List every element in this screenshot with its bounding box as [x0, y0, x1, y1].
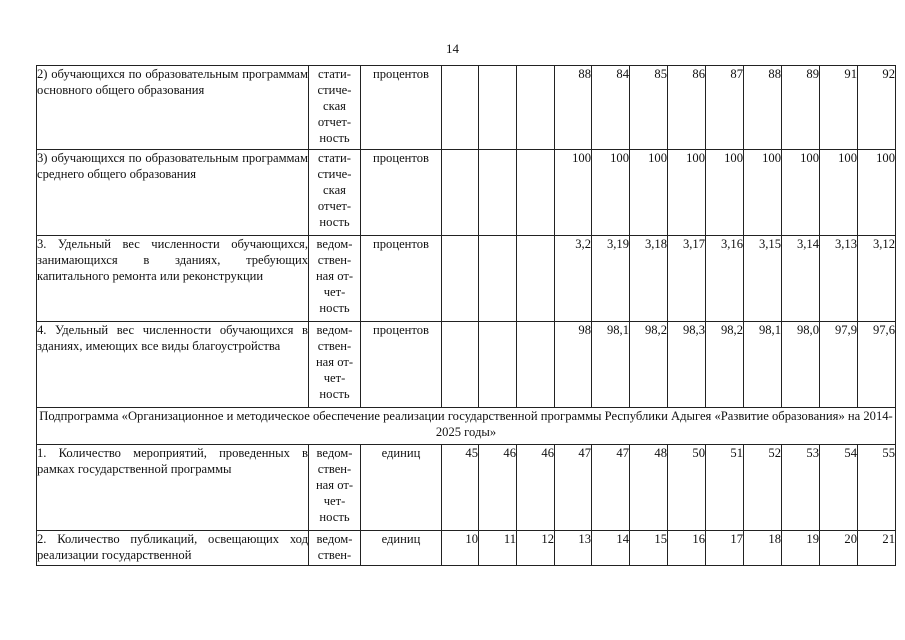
- value-cell: 3,17: [668, 236, 706, 322]
- value-cell: 10: [442, 531, 479, 566]
- subprogram-header-row: [37, 408, 896, 445]
- table-row: [37, 150, 896, 236]
- unit-cell: единиц: [361, 445, 442, 531]
- value-cell: 91: [820, 66, 858, 150]
- value-cell: 100: [592, 150, 630, 236]
- value-cell: [479, 66, 517, 150]
- table-row: [37, 445, 896, 531]
- value-cell: [479, 236, 517, 322]
- value-cell: 98,2: [630, 322, 668, 408]
- value-cell: 100: [744, 150, 782, 236]
- table-row: [37, 236, 896, 322]
- value-cell: [517, 236, 555, 322]
- value-cell: 98,3: [668, 322, 706, 408]
- value-cell: 11: [479, 531, 517, 566]
- value-cell: [479, 322, 517, 408]
- value-cell: 47: [592, 445, 630, 531]
- unit-cell: процентов: [361, 150, 442, 236]
- value-cell: [442, 236, 479, 322]
- value-cell: 3,18: [630, 236, 668, 322]
- value-cell: 45: [442, 445, 479, 531]
- value-cell: 98,2: [706, 322, 744, 408]
- value-cell: 100: [668, 150, 706, 236]
- source-cell: ведом- ствен- ная от- чет- ность: [309, 322, 361, 408]
- value-cell: 98,1: [592, 322, 630, 408]
- value-cell: 47: [555, 445, 592, 531]
- indicator-cell: 2) обучающихся по образовательным программам основного общего образования: [37, 66, 309, 150]
- value-cell: 3,16: [706, 236, 744, 322]
- subprogram-title: Подпрограмма «Организационное и методическое обеспечение реализации государственной программы Республики Адыгея «Развитие образования» на 2014-2025 годы»: [37, 408, 896, 445]
- value-cell: 86: [668, 66, 706, 150]
- value-cell: 53: [782, 445, 820, 531]
- value-cell: 18: [744, 531, 782, 566]
- unit-cell: процентов: [361, 236, 442, 322]
- table-row: [37, 531, 896, 566]
- value-cell: 46: [517, 445, 555, 531]
- value-cell: 21: [858, 531, 896, 566]
- value-cell: 12: [517, 531, 555, 566]
- source-cell: ведом- ствен- ная от- чет- ность: [309, 445, 361, 531]
- value-cell: 100: [706, 150, 744, 236]
- indicators-table: [36, 65, 896, 566]
- value-cell: 3,14: [782, 236, 820, 322]
- value-cell: 88: [744, 66, 782, 150]
- value-cell: 97,6: [858, 322, 896, 408]
- indicator-cell: 4. Удельный вес численности обучающихся в зданиях, имеющих все виды благоустройства: [37, 322, 309, 408]
- value-cell: 3,12: [858, 236, 896, 322]
- value-cell: 19: [782, 531, 820, 566]
- value-cell: 13: [555, 531, 592, 566]
- value-cell: 97,9: [820, 322, 858, 408]
- value-cell: 100: [858, 150, 896, 236]
- value-cell: [517, 322, 555, 408]
- value-cell: 46: [479, 445, 517, 531]
- unit-cell: единиц: [361, 531, 442, 566]
- value-cell: 3,2: [555, 236, 592, 322]
- value-cell: [517, 66, 555, 150]
- value-cell: 100: [555, 150, 592, 236]
- unit-cell: процентов: [361, 66, 442, 150]
- value-cell: [442, 150, 479, 236]
- source-cell: стати- стиче- ская отчет- ность: [309, 150, 361, 236]
- value-cell: 15: [630, 531, 668, 566]
- value-cell: 20: [820, 531, 858, 566]
- source-cell: ведом- ствен-: [309, 531, 361, 566]
- value-cell: 89: [782, 66, 820, 150]
- value-cell: 100: [782, 150, 820, 236]
- value-cell: 17: [706, 531, 744, 566]
- value-cell: 52: [744, 445, 782, 531]
- source-cell: ведом- ствен- ная от- чет- ность: [309, 236, 361, 322]
- value-cell: 87: [706, 66, 744, 150]
- value-cell: 55: [858, 445, 896, 531]
- indicator-cell: 1. Количество мероприятий, проведенных в рамках государственной программы: [37, 445, 309, 531]
- indicator-cell: 3. Удельный вес численности обучающихся, занимающихся в зданиях, требующих капитального ремонта или реконструкции: [37, 236, 309, 322]
- value-cell: 50: [668, 445, 706, 531]
- value-cell: 98,0: [782, 322, 820, 408]
- value-cell: [442, 322, 479, 408]
- table-row: [37, 322, 896, 408]
- value-cell: 88: [555, 66, 592, 150]
- value-cell: 92: [858, 66, 896, 150]
- value-cell: [517, 150, 555, 236]
- value-cell: 3,15: [744, 236, 782, 322]
- value-cell: 84: [592, 66, 630, 150]
- value-cell: 85: [630, 66, 668, 150]
- value-cell: 98,1: [744, 322, 782, 408]
- value-cell: [479, 150, 517, 236]
- value-cell: 14: [592, 531, 630, 566]
- value-cell: 48: [630, 445, 668, 531]
- value-cell: 3,13: [820, 236, 858, 322]
- value-cell: 16: [668, 531, 706, 566]
- value-cell: 98: [555, 322, 592, 408]
- value-cell: 100: [820, 150, 858, 236]
- indicator-cell: 3) обучающихся по образовательным программам среднего общего образования: [37, 150, 309, 236]
- page-number: 14: [446, 41, 459, 56]
- unit-cell: процентов: [361, 322, 442, 408]
- value-cell: 3,19: [592, 236, 630, 322]
- value-cell: 100: [630, 150, 668, 236]
- indicator-cell: 2. Количество публикаций, освещающих ход реализации государственной: [37, 531, 309, 566]
- table-row: [37, 66, 896, 150]
- value-cell: 51: [706, 445, 744, 531]
- value-cell: 54: [820, 445, 858, 531]
- value-cell: [442, 66, 479, 150]
- source-cell: стати- стиче- ская отчет- ность: [309, 66, 361, 150]
